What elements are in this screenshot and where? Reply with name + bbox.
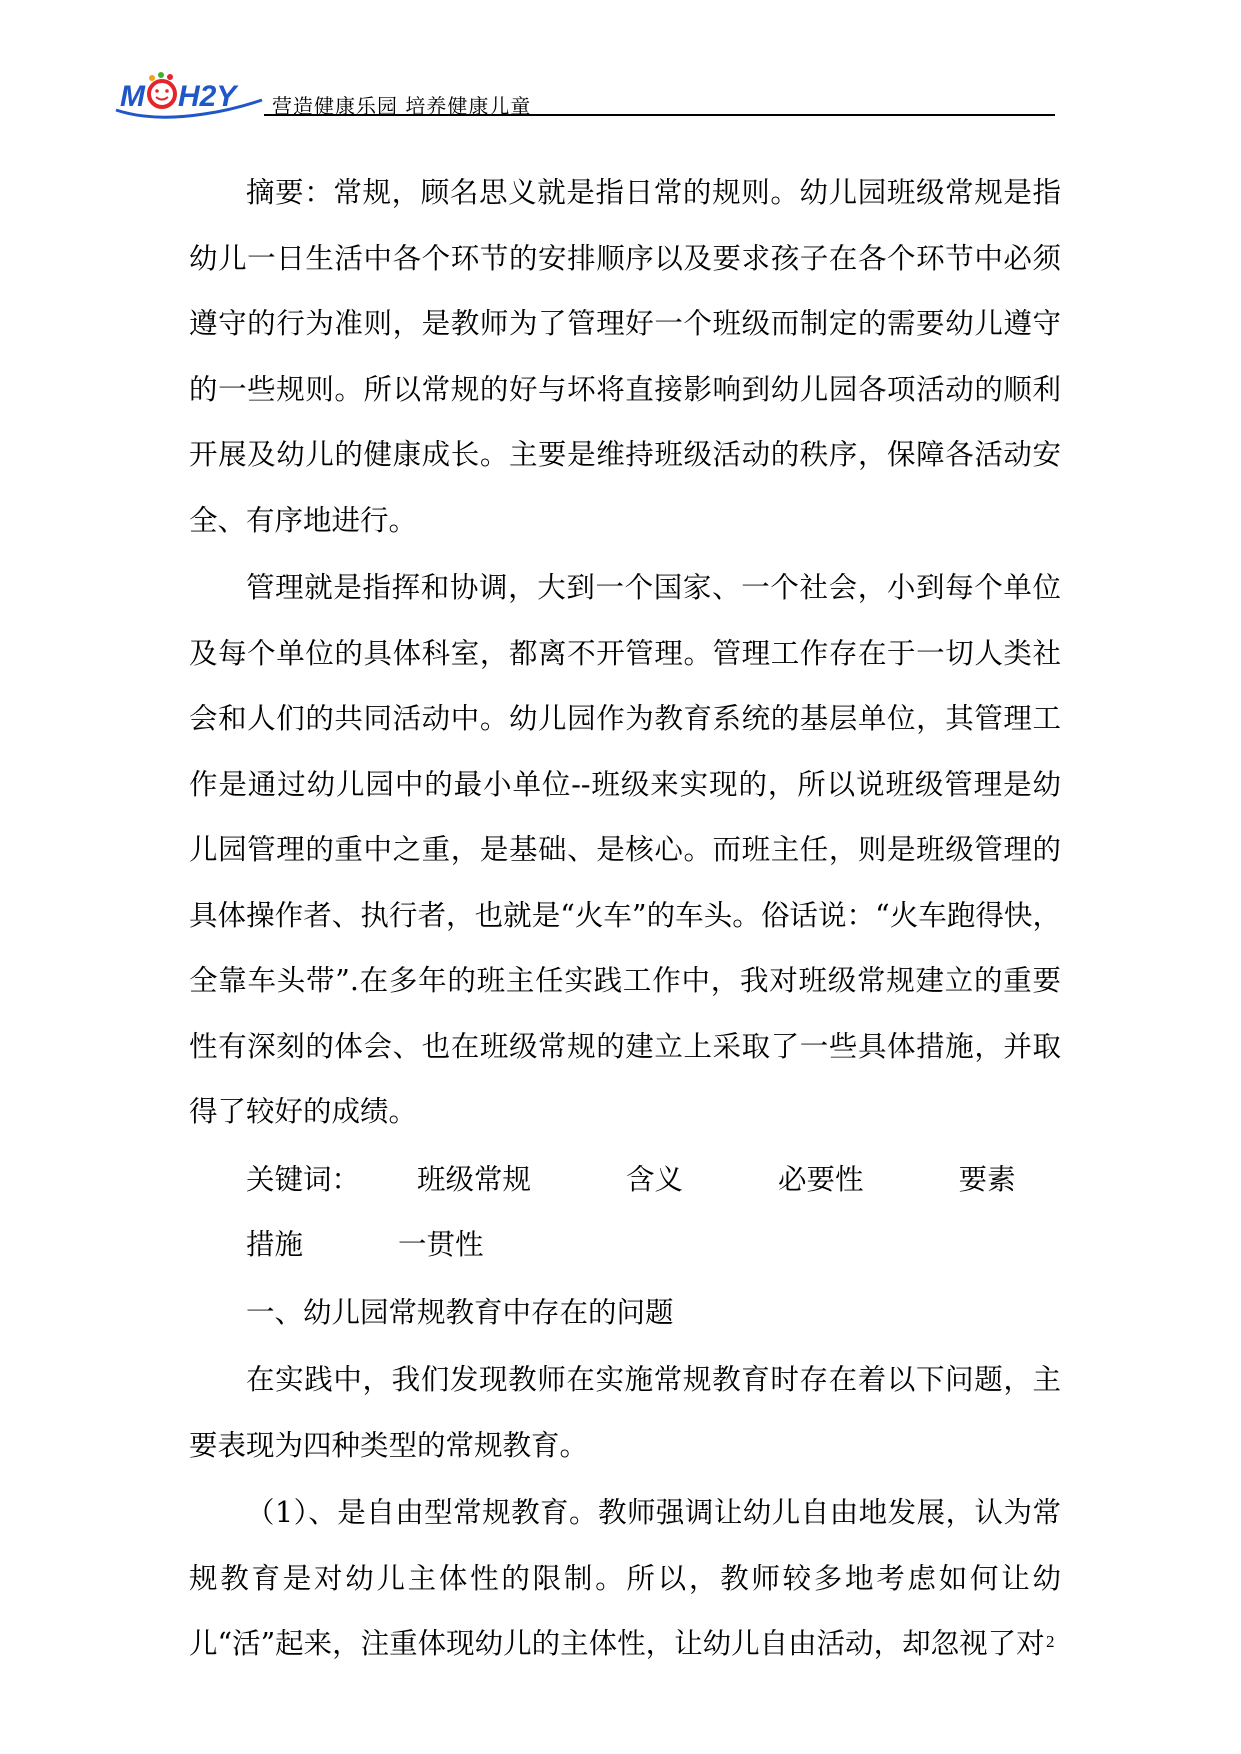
keyword-term: 含义 bbox=[626, 1162, 684, 1196]
keywords-line bbox=[189, 1147, 1061, 1278]
keyword-term: 一贯性 bbox=[398, 1228, 484, 1261]
mqh2y-logo bbox=[112, 70, 264, 120]
header-divider bbox=[264, 114, 1055, 116]
page-number: 2 bbox=[1046, 1632, 1055, 1651]
keyword-term: 必要性 bbox=[778, 1162, 864, 1196]
keyword-term: 班级常规 bbox=[417, 1162, 532, 1196]
section-heading: 一、幼儿园常规教育中存在的问题 bbox=[246, 1295, 674, 1329]
management-paragraph: 管理就是指挥和协调，大到一个国家、一个社会，小到每个单位及每个单位的具体科室，都离不开管理。管理工作存在于一切人类社会和人们的共同活动中。幼儿园作为教育系统的基层单位，其管理工作是通过幼儿园中的最小单位--班级来实现的，所以说班级管理是幼儿园管理的重中之重，是基础、是核心。而班主任，则是班级管理的具体操作者、执行者，也就是“火车”的车头。俗话说：“火车跑得快，全靠车头带”.在多年的班主任实践工作中，我对班级常规建立的重要性有深刻的体会、也在班级常规的建立上采取了一些具体措施，并取得了较好的成绩。 bbox=[189, 571, 1061, 1128]
keyword-term: 要素 bbox=[958, 1162, 1016, 1196]
point-1-paragraph: （1）、是自由型常规教育。教师强调让幼儿自由地发展，认为常规教育是对幼儿主体性的限制。所以，教师较多地考虑如何让幼儿“活”起来，注重体现幼儿的主体性，让幼儿自由活动，却忽视了对 bbox=[189, 1496, 1061, 1660]
page-header bbox=[112, 70, 1055, 120]
keyword-term: 措施 bbox=[246, 1228, 304, 1261]
practice-paragraph: 在实践中，我们发现教师在实施常规教育时存在着以下问题，主要表现为四种类型的常规教育。 bbox=[189, 1363, 1061, 1462]
document-body bbox=[189, 160, 1061, 1679]
svg-text:M: M bbox=[120, 80, 145, 113]
header-slogan: 营造健康乐园 培养健康儿童 bbox=[272, 94, 532, 118]
abstract-paragraph: 摘要：常规，顾名思义就是指日常的规则。幼儿园班级常规是指幼儿一日生活中各个环节的安排顺序以及要求孩子在各个环节中必须遵守的行为准则，是教师为了管理好一个班级而制定的需要幼儿遵守的一些规则。所以常规的好与坏将直接影响到幼儿园各项活动的顺利开展及幼儿的健康成长。主要是维持班级活动的秩序，保障各活动安全、有序地进行。 bbox=[189, 176, 1061, 537]
svg-text:H2Y: H2Y bbox=[178, 80, 237, 113]
keywords-label: 关键词： bbox=[246, 1162, 361, 1196]
